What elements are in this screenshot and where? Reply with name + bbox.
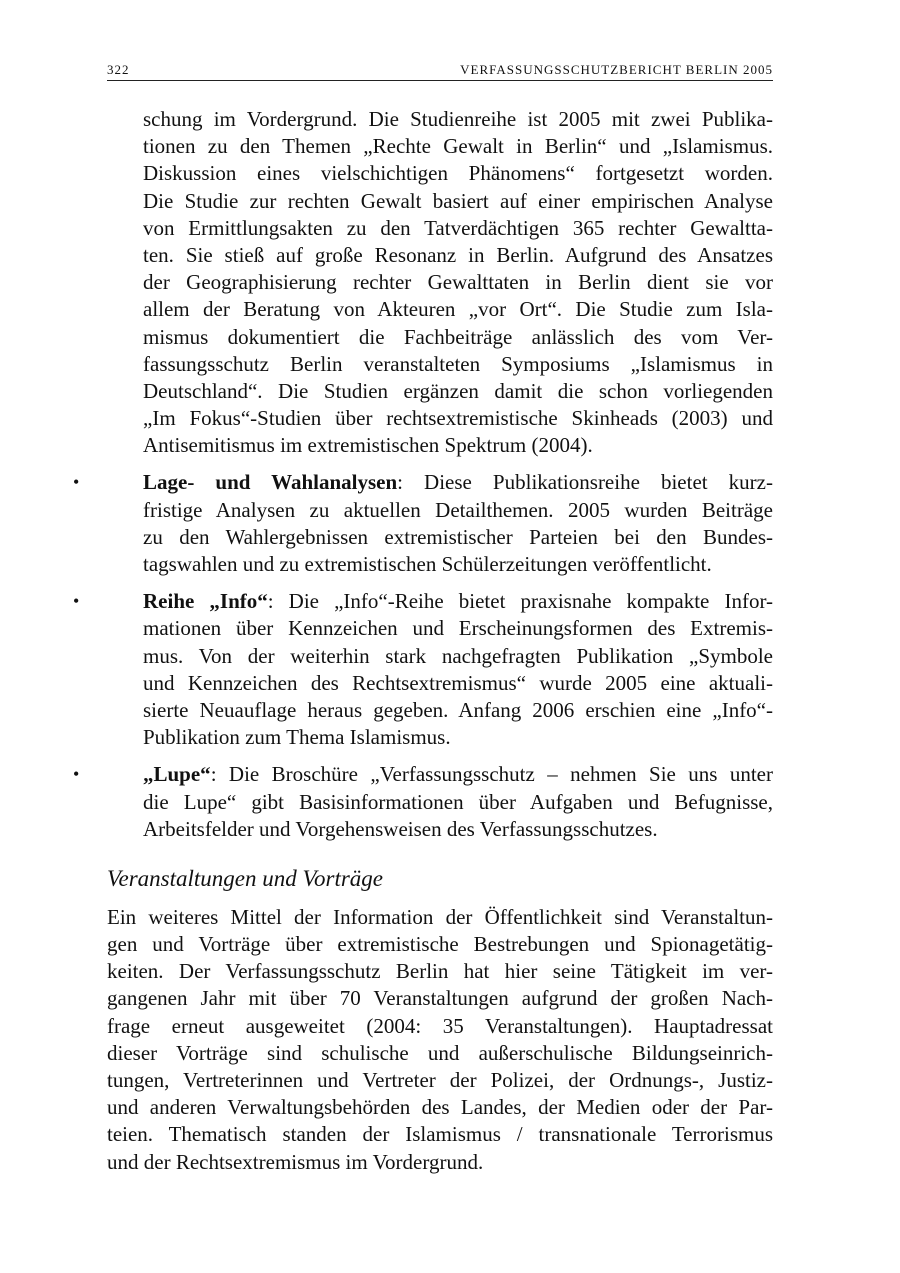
text-line: frage erneut ausgeweitet (2004: 35 Veranstaltungen). Hauptadressat [107,1013,773,1038]
text-line: tionen zu den Themen „Rechte Gewalt in Berlin“ und „Islamismus. [143,134,773,159]
text-line: „Im Fokus“-Studien über rechtsextremistische Skinheads (2003) und [143,406,773,431]
text-line: die Lupe“ gibt Basisinformationen über Aufgaben und Befugnisse, [143,789,773,814]
text-line: mus. Von der weiterhin stark nachgefragten Publikation „Symbole [143,643,773,668]
text-line: Ein weiteres Mittel der Information der Öffentlichkeit sind Veranstaltun- [107,904,773,929]
bullet-term: „Lupe“ [143,762,211,787]
text-line: Diskussion eines vielschichtigen Phänomens“ fortgesetzt worden. [143,161,773,186]
text-line: teien. Thematisch standen der Islamismus / transnationale Terrorismus [107,1122,773,1147]
intro-paragraph [107,106,773,459]
text-line: Lage- und Wahlanalysen: Diese Publikationsreihe bietet kurz- [143,470,773,495]
text-line: Antisemitismus im extremistischen Spektrum (2004). [143,433,593,458]
text-line: mationen über Kennzeichen und Erscheinungsformen des Extremis- [143,616,773,641]
text-line: und anderen Verwaltungsbehörden des Landes, der Medien oder der Par- [107,1095,773,1120]
bullet-icon: • [73,764,80,785]
text-line: sierte Neuauflage heraus gegeben. Anfang 2006 erschien eine „Info“- [143,697,773,722]
text-line: gen und Vorträge über extremistische Bestrebungen und Spionagetätig- [107,932,773,957]
bullet-reihe-info [73,588,774,751]
text-line: tungen, Vertreterinnen und Vertreter der Polizei, der Ordnungs-, Justiz- [107,1068,773,1092]
page-body [73,106,774,1176]
text-line: gangenen Jahr mit über 70 Veranstaltungen aufgrund der großen Nach- [107,986,773,1011]
page-number: 322 [107,62,130,77]
text-line: Die Studie zur rechten Gewalt basiert auf einer empirischen Analyse [143,188,773,213]
section-heading: Veranstaltungen und Vorträge [107,865,383,891]
text-line: mismus dokumentiert die Fachbeiträge anlässlich des vom Ver- [143,324,773,349]
text-line: von Ermittlungsakten zu den Tatverdächtigen 365 rechter Gewaltta- [143,215,773,240]
text-line: fassungsschutz Berlin veranstalteten Symposiums „Islamismus in [143,351,773,376]
text-line: allem der Beratung von Akteuren „vor Ort“. Die Studie zum Isla- [143,297,773,322]
text-line: Publikation zum Thema Islamismus. [143,725,451,750]
text-line: Deutschland“. Die Studien ergänzen damit die schon vorliegenden [143,378,773,403]
bullet-term: Lage- und Wahlanalysen [143,470,398,495]
text-line: „Lupe“: Die Broschüre „Verfassungsschutz – nehmen Sie uns unter [143,762,773,787]
bullet-lupe [73,761,773,843]
text-line: der Geographisierung rechter Gewalttaten in Berlin dient sie vor [143,270,773,295]
bullet-term: Reihe „Info“ [143,589,268,614]
section-paragraph [107,904,773,1176]
bullet-lage-wahlanalysen [73,469,773,578]
page-header [107,60,773,81]
text-line: und Kennzeichen des Rechtsextremismus“ wurde 2005 eine aktuali- [143,670,773,695]
text-line: tagswahlen und zu extremistischen Schülerzeitungen veröffentlicht. [143,552,712,576]
running-title: VERFASSUNGSSCHUTZBERICHT BERLIN 2005 [460,62,773,77]
text-line: dieser Vorträge sind schulische und außerschulische Bildungseinrich- [107,1040,773,1065]
text-line: fristige Analysen zu aktuellen Detailthemen. 2005 wurden Beiträge [143,497,773,522]
text-line: Reihe „Info“: Die „Info“-Reihe bietet praxisnahe kompakte Infor- [143,589,774,614]
text-line: Arbeitsfelder und Vorgehensweisen des Verfassungsschutzes. [143,816,658,841]
text-line: und der Rechtsextremismus im Vordergrund. [107,1149,484,1174]
bullet-icon: • [73,591,80,612]
bullet-icon: • [73,472,80,493]
text-line: zu den Wahlergebnissen extremistischer Parteien bei den Bundes- [143,524,773,549]
text-line: keiten. Der Verfassungsschutz Berlin hat hier seine Tätigkeit im ver- [107,959,773,984]
text-line: ten. Sie stieß auf große Resonanz in Berlin. Aufgrund des Ansatzes [143,242,773,267]
text-line: schung im Vordergrund. Die Studienreihe ist 2005 mit zwei Publika- [143,107,773,131]
